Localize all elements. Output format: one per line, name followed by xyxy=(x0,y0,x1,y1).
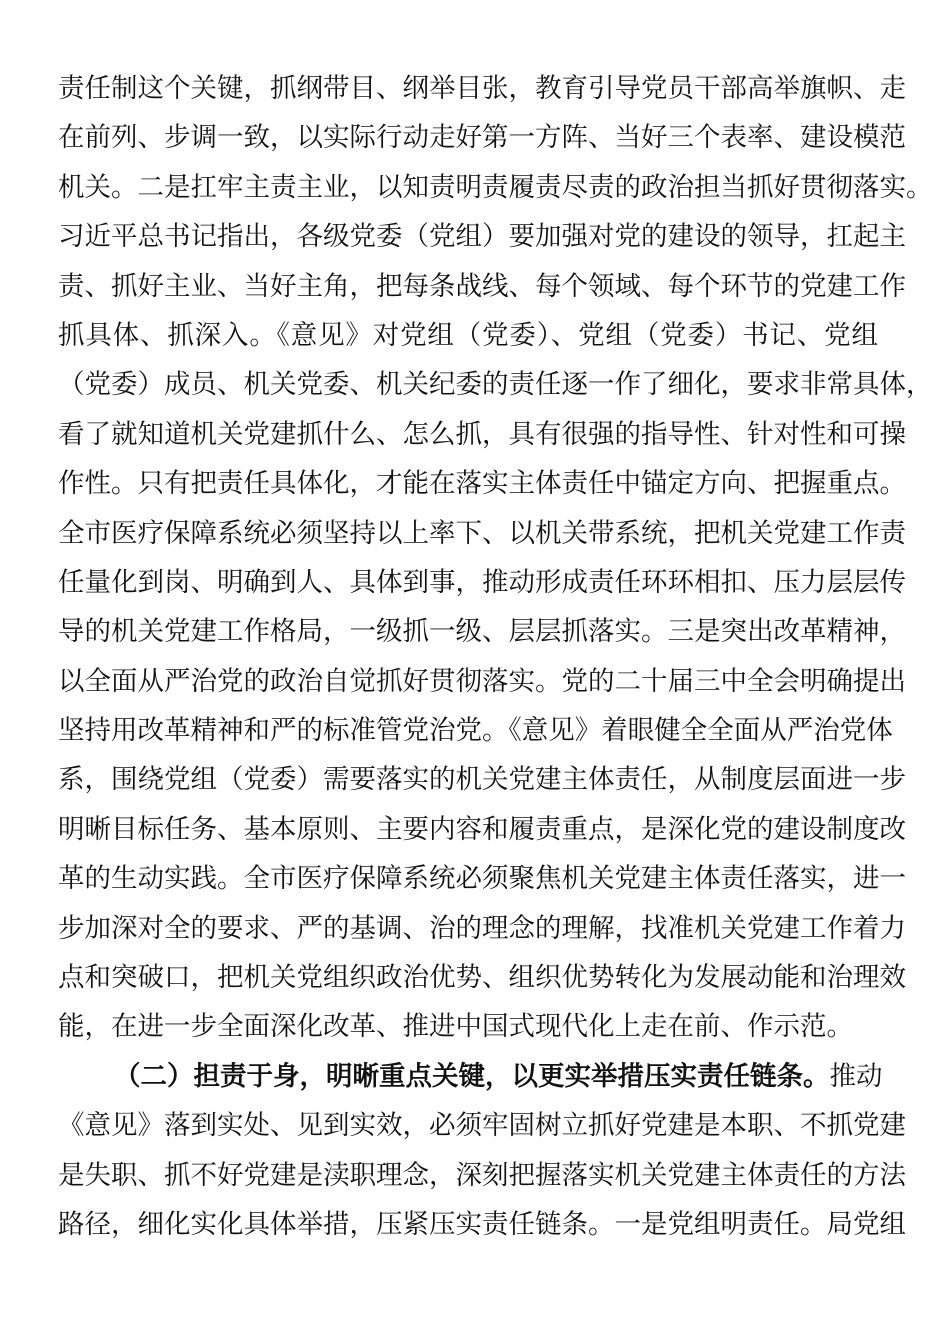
paragraph-1 xyxy=(58,64,933,1052)
paragraph-2 xyxy=(58,1052,906,1250)
text-line: 习近平总书记指出，各级党委（党组）要加强对党的建设的领导，扛起主 xyxy=(58,221,906,253)
text-line: 机关。二是扛牢主责主业，以知责明责履责尽责的政治担当抓好贯彻落实。 xyxy=(58,171,933,203)
section-heading-line xyxy=(58,1052,883,1101)
section-heading: （二）担责于身，明晰重点关键，以更实举措压实责任链条。 xyxy=(114,1060,830,1092)
text-line: 责、抓好主业、当好主角，把每条战线、每个领域、每个环节的党建工作 xyxy=(58,270,906,302)
text-line: 是失职、抓不好党建是渎职理念，深刻把握落实机关党建主体责任的方法 xyxy=(58,1159,906,1191)
text-line: 责任制这个关键，抓纲带目、纲举目张，教育引导党员干部高举旗帜、走 xyxy=(58,73,906,104)
text-line: 能，在进一步全面深化改革、推进中国式现代化上走在前、作示范。 xyxy=(58,1011,853,1043)
text-line: 明晰目标任务、基本原则、主要内容和履责重点，是深化党的建设制度改 xyxy=(58,813,906,845)
text-line: 导的机关党建工作格局，一级抓一级、层层抓落实。三是突出改革精神， xyxy=(58,616,906,648)
text-line: （党委）成员、机关党委、机关纪委的责任逐一作了细化，要求非常具体， xyxy=(58,369,933,401)
text-line: 抓具体、抓深入。《意见》对党组（党委）、党组（党委）书记、党组 xyxy=(58,319,878,351)
text-line: 点和突破口，把机关党组织政治优势、组织优势转化为发展动能和治理效 xyxy=(58,962,906,994)
text-line: 在前列、步调一致，以实际行动走好第一方阵、当好三个表率、建设模范 xyxy=(58,122,906,154)
text-line: 以全面从严治党的政治自觉抓好贯彻落实。党的二十届三中全会明确提出 xyxy=(58,665,906,697)
text-line: 《意见》落到实处、见到实效，必须牢固树立抓好党建是本职、不抓党建 xyxy=(58,1110,906,1142)
text-line: 作性。只有把责任具体化，才能在落实主体责任中锚定方向、把握重点。 xyxy=(58,468,906,500)
text-line: 路径，细化实化具体举措，压紧压实责任链条。一是党组明责任。局党组 xyxy=(58,1208,906,1240)
document-body xyxy=(58,64,933,1249)
text-line: 看了就知道机关党建抓什么、怎么抓，具有很强的指导性、针对性和可操 xyxy=(58,418,906,450)
text-fragment: 推动 xyxy=(829,1060,883,1092)
text-line: 步加深对全的要求、严的基调、治的理念的理解，找准机关党建工作着力 xyxy=(58,912,906,944)
text-line: 任量化到岗、明确到人、具体到事，推动形成责任环环相扣、压力层层传 xyxy=(58,566,906,598)
text-line: 系，围绕党组（党委）需要落实的机关党建主体责任，从制度层面进一步 xyxy=(58,764,906,796)
text-line: 坚持用改革精神和严的标准管党治党。《意见》着眼健全全面从严治党体 xyxy=(58,715,893,747)
text-line: 革的生动实践。全市医疗保障系统必须聚焦机关党建主体责任落实，进一 xyxy=(58,863,906,895)
text-line: 全市医疗保障系统必须坚持以上率下、以机关带系统，把机关党建工作责 xyxy=(58,517,906,549)
